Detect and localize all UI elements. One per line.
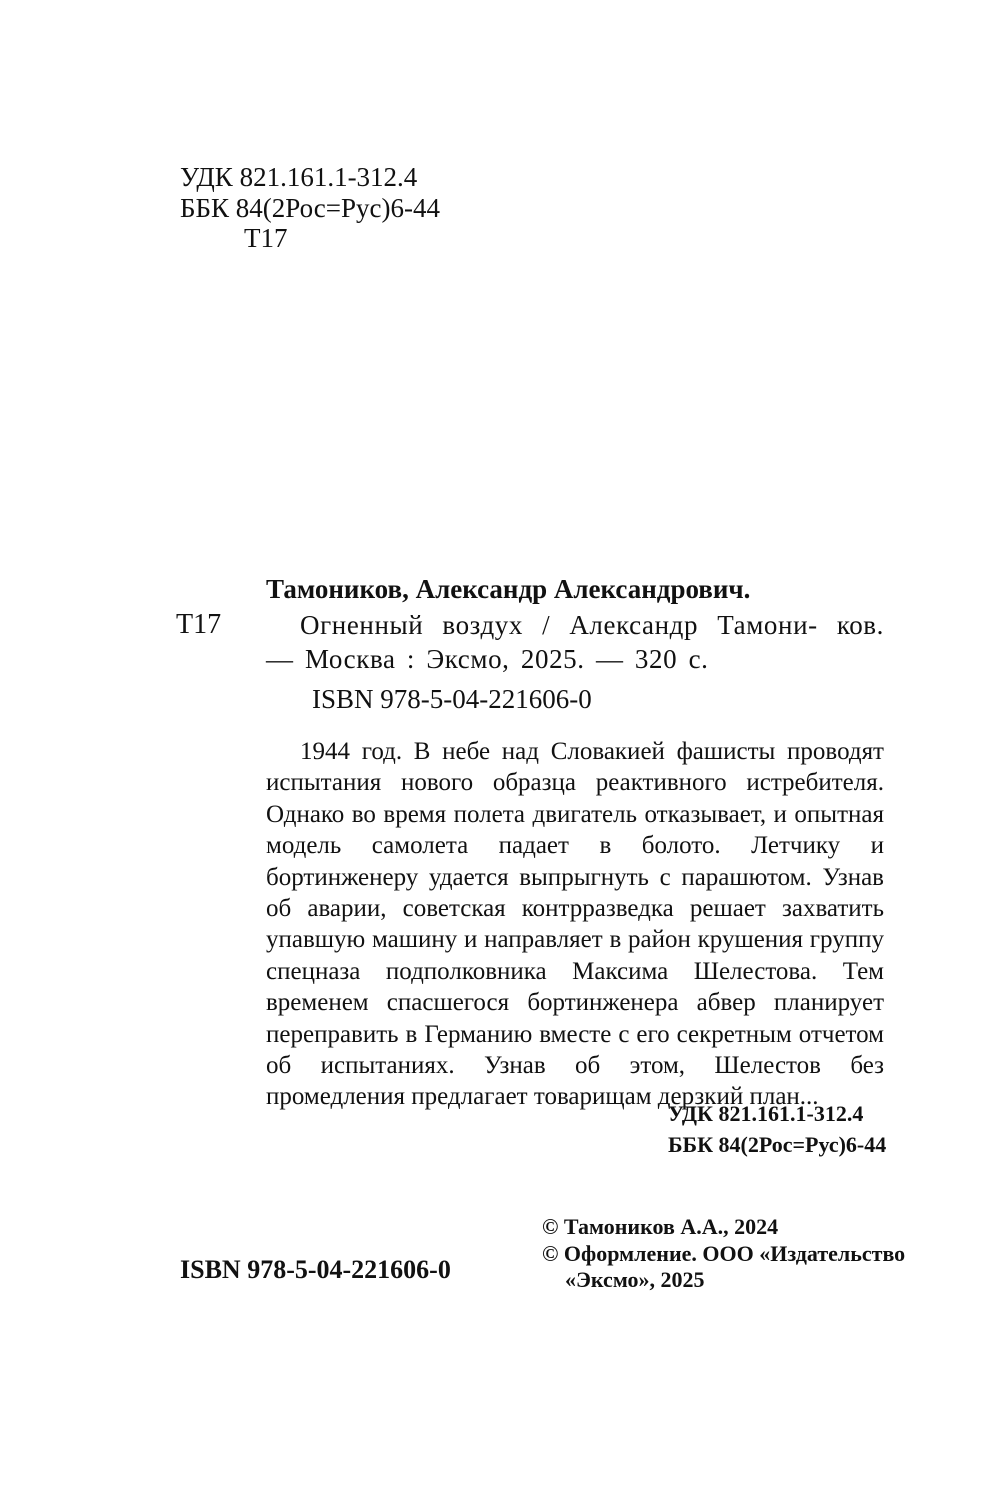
entry-side-code: Т17 — [176, 609, 222, 640]
copyright-author: © Тамоников А.А., 2024 — [542, 1214, 779, 1239]
entry-title-line-2: ков. — Москва : Эксмо, 2025. — 320 с. — [266, 610, 884, 674]
entry-isbn: ISBN 978-5-04-221606-0 — [312, 684, 592, 714]
entry-title-block — [266, 608, 884, 676]
header-author-code: Т17 — [244, 223, 288, 253]
entry-author: Тамоников, Александр Александрович. — [266, 574, 751, 604]
classification-udk: УДК 821.161.1-312.4 — [668, 1101, 864, 1126]
footer-isbn: ISBN 978-5-04-221606-0 — [180, 1255, 451, 1284]
copyright-design-line-1: © Оформление. ООО «Издательство — [542, 1241, 906, 1266]
header-udk: УДК 821.161.1-312.4 — [180, 162, 418, 192]
entry-title-line-1: Огненный воздух / Александр Тамони- — [300, 610, 818, 640]
copyright-design-line-2: «Эксмо», 2025 — [565, 1267, 705, 1292]
classification-bbk: ББК 84(2Рос=Рус)6-44 — [668, 1132, 887, 1157]
annotation-text: 1944 год. В небе над Словакией фашисты проводят испытания нового образца реактивного истребителя. Однако во время полета двигатель отказывает, и опытная модель самолета падает в болото. Летчику и бортинженеру удается выпрыгнуть с парашютом. Узнав об аварии, советская контрразведка решает захватить упавшую машину и направляет в район крушения группу спецназа подполковника Максима Шелестова. Тем временем спасшегося бортинженера абвер планирует переправить в Германию вместе с его секретным отчетом об испытаниях. Узнав об этом, Шелестов без промедления предлагает товарищам дерзкий план... — [266, 738, 884, 1111]
header-bbk: ББК 84(2Рос=Рус)6-44 — [180, 193, 440, 223]
